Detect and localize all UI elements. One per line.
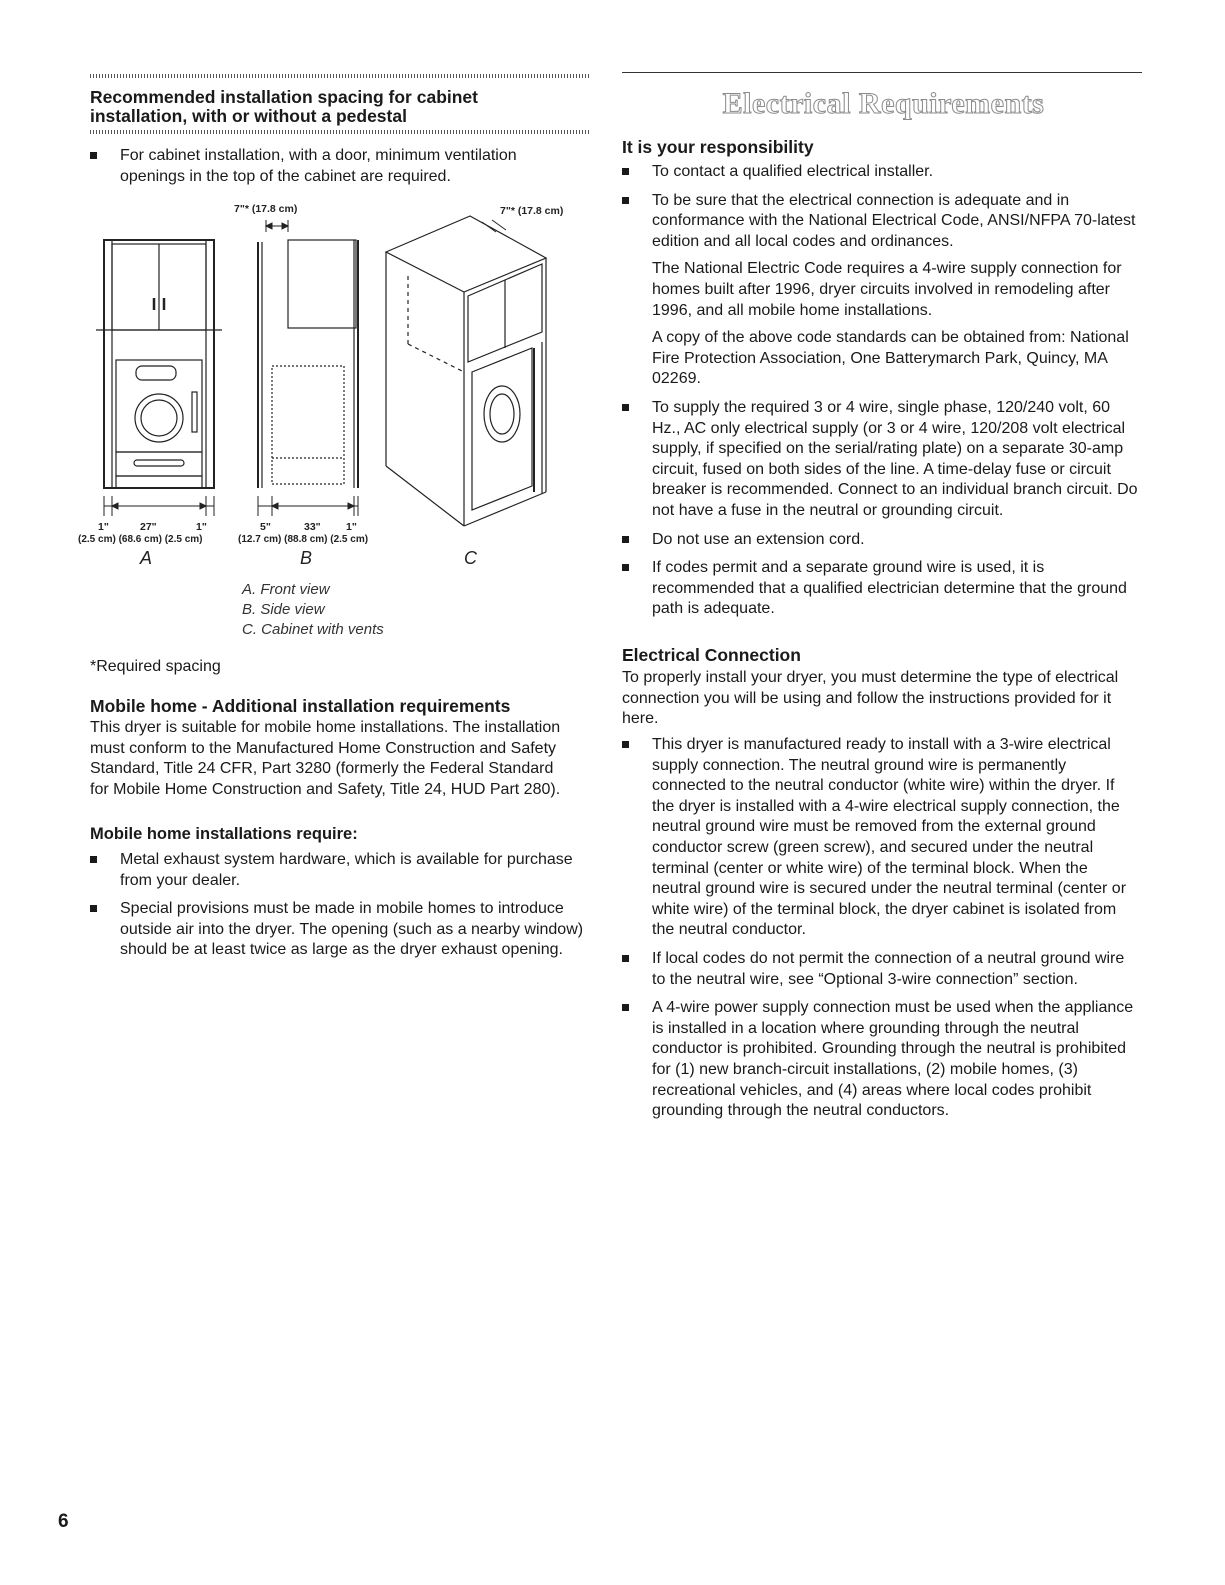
right-top-rule [622, 72, 1142, 73]
caption-side-view: B. Side view [242, 601, 325, 618]
side-view-drawing [258, 240, 358, 488]
list-item: A 4-wire power supply connection must be used when the appliance is installed in a location where grounding through the neutral conductor is prohibited. Grounding through the neutral is prohibited for (1) new branch-circuit installations, (2) mobile homes, (3) recreational vehicles, and (4) areas where local codes prohibit grounding through the neutral conductors. [622, 998, 1138, 1122]
required-spacing-footnote: *Required spacing [90, 658, 221, 675]
list-item: If local codes do not permit the connection of a neutral ground wire to the neutral wire, see “Optional 3-wire connection” section. [622, 949, 1138, 990]
dim-label-c-top: 7"* (17.8 cm) [500, 205, 564, 217]
bullet-square-icon [90, 152, 97, 159]
bullet-square-icon [622, 955, 629, 962]
bullet-square-icon [90, 905, 97, 912]
page-title: Electrical Requirements [722, 87, 1045, 120]
dim-b-left: 5" [260, 521, 271, 533]
list-item: To be sure that the electrical connection is adequate and in conformance with the National Electrical Code, ANSI/NFPA 70-latest edition and all local codes and ordinances. The National Electric Code requires a 4-wire supply connection for homes built after 1996, dryer circuits involved in remodeling after 1996, and all mobile home installations. A copy of the above code standards can be obtained from: National Fire Protection Association, One Batterymarch Park, Quincy, MA 02269. [622, 191, 1138, 390]
front-view-drawing [96, 240, 222, 488]
dim-b-cm: (12.7 cm) (88.8 cm) (2.5 cm) [238, 534, 369, 545]
dim-b-mid: 33" [304, 521, 321, 533]
mobile-bullet-list [90, 850, 600, 961]
dim-label-b-top: 7"* (17.8 cm) [234, 203, 298, 215]
bullet-square-icon [622, 404, 629, 411]
list-item: To supply the required 3 or 4 wire, single phase, 120/240 volt, 60 Hz., AC only electrical supply (or 3 or 4 wire, 120/208 volt electrical supply, if specified on the serial/rating plate) on a separate 30-amp circuit, fused on both sides of the line. A time-delay fuse or circuit breaker is recommended. Connect to an individual branch circuit. Do not have a fuse in the neutral or grounding circuit. [622, 398, 1138, 522]
view-letter-a: A [140, 548, 153, 568]
dimension-lines [104, 220, 506, 516]
bullet-square-icon [622, 1004, 629, 1011]
bullet-square-icon [622, 536, 629, 543]
dim-b-right: 1" [346, 521, 357, 533]
mobile-home-paragraph: This dryer is suitable for mobile home installations. The installation must conform to the Manufactured Home Construction and Safety Standard, Title 24 CFR, Part 3280 (formerly the Federal Standard for Mobile Home Construction and Safety, Title 24, HUD Part 280). [90, 719, 561, 798]
mobile-home-requirements-subheading: Mobile home installations require: [90, 825, 358, 843]
view-letter-b: B [300, 548, 313, 568]
list-item: Do not use an extension cord. [622, 530, 1138, 551]
electrical-connection-paragraph: To properly install your dryer, you must determine the type of electrical connection you will be using and follow the instructions provided for it here. [622, 669, 1119, 728]
caption-front-view: A. Front view [242, 581, 330, 598]
bullet-square-icon [622, 564, 629, 571]
view-letter-c: C [464, 548, 477, 568]
installation-figure [76, 196, 576, 646]
bullet-square-icon [622, 168, 629, 175]
mobile-home-heading: Mobile home - Additional installation requirements [90, 696, 511, 716]
spacing-section-title: Recommended installation spacing for cabinet installation, with or without a pedestal [90, 87, 478, 126]
connection-bullet-list [622, 735, 1138, 1122]
list-item: If codes permit and a separate ground wire is used, it is recommended that a qualified electrician determine that the ground path is adequate. [622, 558, 1138, 620]
page-number: 6 [58, 1511, 69, 1532]
dim-a-cm: (2.5 cm) (68.6 cm) (2.5 cm) [78, 534, 203, 545]
list-item: To contact a qualified electrical installer. [622, 162, 1138, 183]
list-item: Metal exhaust system hardware, which is available for purchase from your dealer. [90, 850, 600, 891]
list-item: For cabinet installation, with a door, minimum ventilation openings in the top of the cabinet are required. [90, 146, 560, 187]
dim-a-right: 1" [196, 521, 207, 533]
dim-a-mid: 27" [140, 521, 157, 533]
cabinet-with-vents-drawing [386, 216, 546, 526]
cabinet-bullet-list [90, 146, 560, 187]
dim-a-left: 1" [98, 521, 109, 533]
list-item: Special provisions must be made in mobile homes to introduce outside air into the dryer. The opening (such as a nearby window) should be at least twice as large as the dryer exhaust opening. [90, 899, 600, 961]
section-hatch-rule [90, 130, 590, 134]
top-hatch-rule [90, 74, 590, 78]
responsibility-heading: It is your responsibility [622, 137, 814, 157]
responsibility-bullet-list [622, 162, 1138, 620]
bullet-square-icon [90, 856, 97, 863]
bullet-square-icon [622, 197, 629, 204]
caption-cabinet-vents: C. Cabinet with vents [242, 621, 384, 638]
bullet-square-icon [622, 741, 629, 748]
electrical-connection-heading: Electrical Connection [622, 645, 801, 665]
list-item: This dryer is manufactured ready to install with a 3-wire electrical supply connection. The neutral ground wire is permanently connected to the neutral conductor (white wire) within the dryer. If the dryer is installed with a 4-wire electrical supply connection, the neutral ground wire must be removed from the external ground conductor screw (green screw), and secured under the neutral terminal (center or white wire) of the terminal block. When the neutral ground wire is secured under the neutral terminal (center or white wire) of the terminal block, the dryer cabinet is isolated from the neutral conductor. [622, 735, 1138, 941]
